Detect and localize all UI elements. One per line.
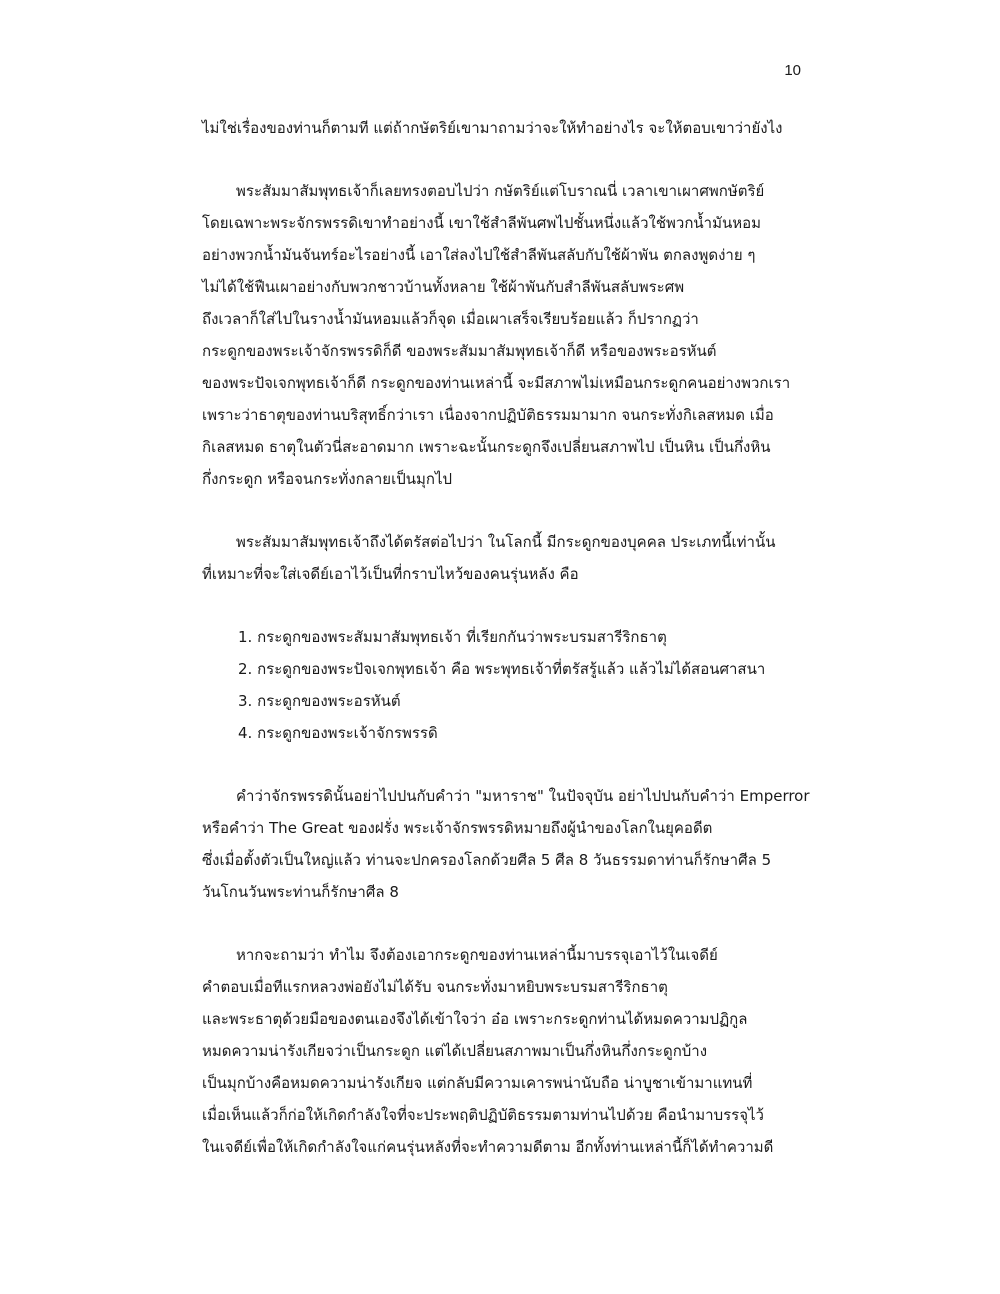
paragraph <box>202 175 822 495</box>
text-line: ไม่ได้ใช้ฟืนเผาอย่างกับพวกชาวบ้านทั้งหลาย ใช้ผ้าพันกับสำลีพันสลับพระศพ <box>202 278 685 296</box>
list-item: 1. กระดูกของพระสัมมาสัมพุทธเจ้า ที่เรียกกันว่าพระบรมสารีริกธาตุ <box>238 628 667 646</box>
text-line: โดยเฉพาะพระจักรพรรดิเขาทำอย่างนี้ เขาใช้สำลีพันศพไปชั้นหนึ่งแล้วใช้พวกน้ำมันหอม <box>202 214 762 232</box>
text-line: เพราะว่าธาตุของท่านบริสุทธิ์กว่าเรา เนื่องจากปฏิบัติธรรมมามาก จนกระทั่งกิเลสหมด เมื่อ <box>202 406 774 424</box>
text-line: พระสัมมาสัมพุทธเจ้าถึงได้ตรัสต่อไปว่า ในโลกนี้ มีกระดูกของบุคคล ประเภทนี้เท่านั้น <box>236 533 776 551</box>
text-line: คำว่าจักรพรรดินั้นอย่าไปปนกับคำว่า "มหาราช" ในปัจจุบัน อย่าไปปนกับคำว่า Emperror <box>236 787 810 805</box>
document-body <box>202 112 822 1163</box>
text-line: ในเจดีย์เพื่อให้เกิดกำลังใจแก่คนรุ่นหลังที่จะทำความดีตาม อีกทั้งท่านเหล่านี้ก็ได้ทำความดี <box>202 1138 774 1156</box>
text-line: หรือคำว่า The Great ของฝรั่ง พระเจ้าจักรพรรดิหมายถึงผู้นำของโลกในยุคอดีต <box>202 819 713 837</box>
text-line: ซึ่งเมื่อตั้งตัวเป็นใหญ่แล้ว ท่านจะปกครองโลกด้วยศีล 5 ศีล 8 วันธรรมดาท่านก็รักษาศีล 5 <box>202 851 772 869</box>
page-number: 10 <box>784 62 801 79</box>
text-line: หากจะถามว่า ทำไม จึงต้องเอากระดูกของท่านเหล่านี้มาบรรจุเอาไว้ในเจดีย์ <box>236 946 718 964</box>
list-item: 2. กระดูกของพระปัจเจกพุทธเจ้า คือ พระพุทธเจ้าที่ตรัสรู้แล้ว แล้วไม่ได้สอนศาสนา <box>238 660 766 678</box>
paragraph <box>202 526 822 590</box>
text-line: อย่างพวกน้ำมันจันทร์อะไรอย่างนี้ เอาใส่ลงไปใช้สำลีพันสลับกับใช้ผ้าพัน ตกลงพูดง่าย ๆ <box>202 246 756 264</box>
text-line: ที่เหมาะที่จะใส่เจดีย์เอาไว้เป็นที่กราบไหว้ของคนรุ่นหลัง คือ <box>202 565 579 583</box>
paragraph <box>202 939 822 1163</box>
numbered-list <box>202 621 822 749</box>
list-item: 4. กระดูกของพระเจ้าจักรพรรดิ <box>238 724 438 742</box>
text-line: เป็นมุกบ้างคือหมดความน่ารังเกียจ แต่กลับมีความเคารพน่านับถือ น่าบูชาเข้ามาแทนที่ <box>202 1074 753 1092</box>
text-line: วันโกนวันพระท่านก็รักษาศีล 8 <box>202 883 399 901</box>
text-line: กิเลสหมด ธาตุในตัวนี่สะอาดมาก เพราะฉะนั้นกระดูกจึงเปลี่ยนสภาพไป เป็นหิน เป็นกึ่งหิน <box>202 438 771 456</box>
text-line: คำตอบเมื่อทีแรกหลวงพ่อยังไม่ได้รับ จนกระทั่งมาหยิบพระบรมสารีริกธาตุ <box>202 978 668 996</box>
text-line: หมดความน่ารังเกียจว่าเป็นกระดูก แต่ได้เปลี่ยนสภาพมาเป็นกึ่งหินกึ่งกระดูกบ้าง <box>202 1042 708 1060</box>
paragraph <box>202 780 822 908</box>
text-line: และพระธาตุด้วยมือของตนเองจึงได้เข้าใจว่า อ๋อ เพราะกระดูกท่านได้หมดความปฏิกูล <box>202 1010 748 1028</box>
text-line: กระดูกของพระเจ้าจักรพรรดิก็ดี ของพระสัมมาสัมพุทธเจ้าก็ดี หรือของพระอรหันต์ <box>202 342 717 360</box>
paragraph <box>202 112 822 144</box>
text-line: กึ่งกระดูก หรือจนกระทั่งกลายเป็นมุกไป <box>202 470 453 488</box>
list-item: 3. กระดูกของพระอรหันต์ <box>238 692 401 710</box>
text-line: ถึงเวลาก็ใส่ไปในรางน้ำมันหอมแล้วก็จุด เมื่อเผาเสร็จเรียบร้อยแล้ว ก็ปรากฏว่า <box>202 310 699 328</box>
text-line: พระสัมมาสัมพุทธเจ้าก็เลยทรงตอบไปว่า กษัตริย์แต่โบราณนี่ เวลาเขาเผาศพกษัตริย์ <box>236 182 765 200</box>
text-line: ของพระปัจเจกพุทธเจ้าก็ดี กระดูกของท่านเหล่านี้ จะมีสภาพไม่เหมือนกระดูกคนอย่างพวกเรา <box>202 374 791 392</box>
text-line: ไม่ใช่เรื่องของท่านก็ตามที แต่ถ้ากษัตริย์เขามาถามว่าจะให้ทำอย่างไร จะให้ตอบเขาว่ายังไง <box>202 119 783 137</box>
text-line: เมื่อเห็นแล้วก็ก่อให้เกิดกำลังใจที่จะประพฤติปฏิบัติธรรมตามท่านไปด้วย คือนำมาบรรจุไว้ <box>202 1106 764 1124</box>
